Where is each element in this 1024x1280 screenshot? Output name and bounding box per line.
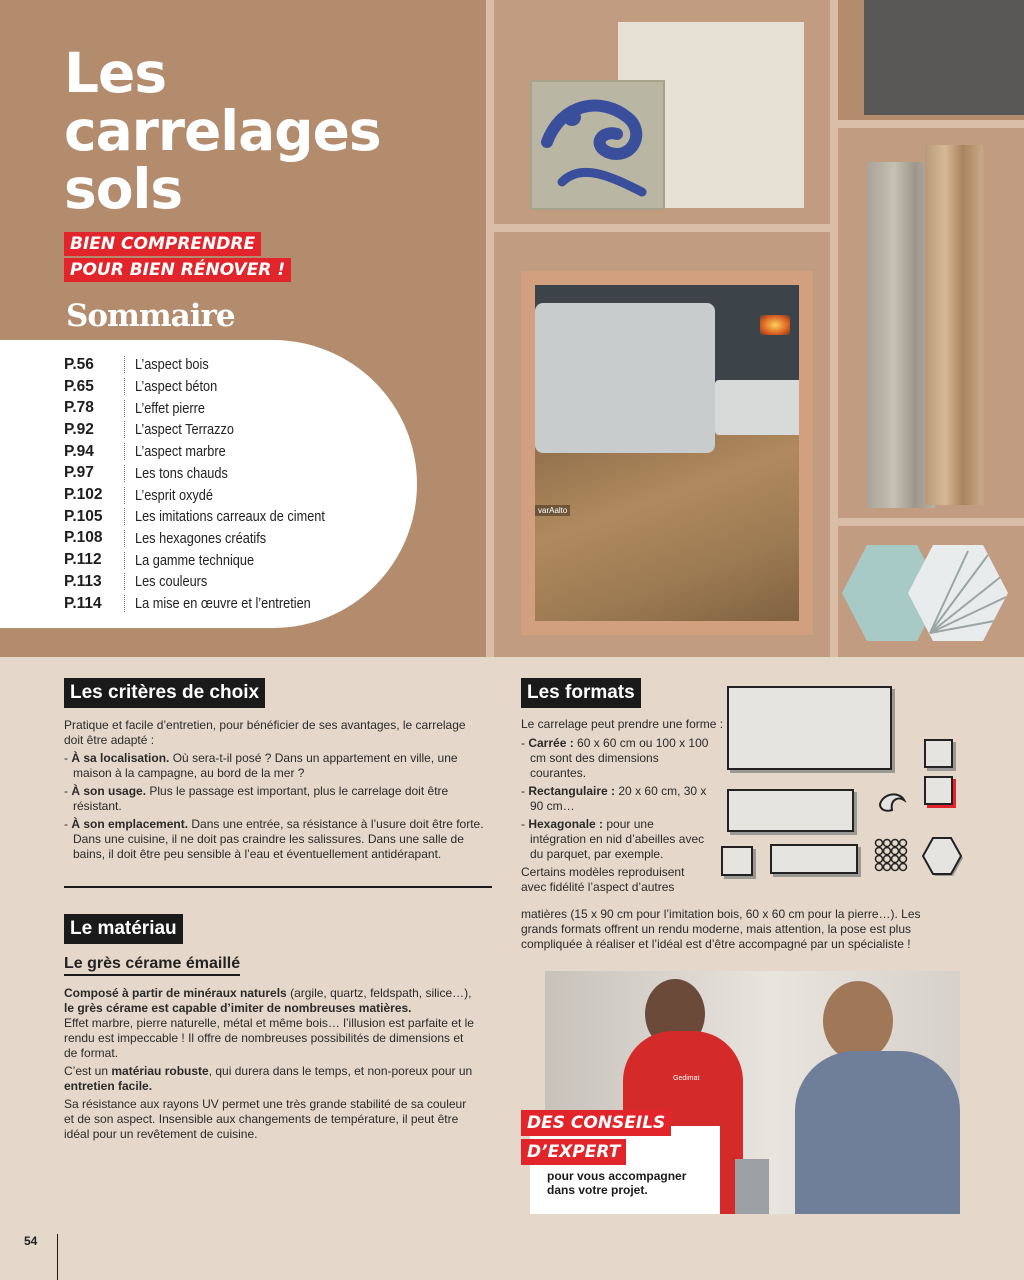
small-square-format-icon [924, 739, 953, 768]
toc-label: L’esprit oxydé [135, 486, 213, 504]
expert-tag: D’EXPERT [521, 1139, 626, 1165]
living-room-photo-frame [521, 271, 813, 635]
materiau-heading: Le matériau [64, 914, 183, 944]
criteres-item-text: Plus le passage est important, plus le carrelage doit être résistant. [73, 784, 449, 813]
toc-label: L’aspect marbre [135, 443, 226, 461]
materiau-paragraph: Sa résistance aux rayons UV permet une très grande stabilité de sa couleur et de son aspect. Insensible aux changements de température, il peut être idéal pour un revêtement de cuisine. [64, 1097, 467, 1141]
toc-entry[interactable] [64, 397, 217, 419]
toc-separator [124, 530, 125, 547]
ottoman [715, 380, 799, 435]
criteres-item-bold: À sa localisation. [71, 751, 170, 765]
toc-entry[interactable] [64, 354, 222, 376]
crescent-tile-icon [874, 790, 910, 820]
strip-format-icon [770, 844, 858, 874]
toc-separator [124, 508, 125, 525]
toc-page: P.108 [64, 529, 103, 547]
toc-label: L’aspect bois [135, 356, 209, 374]
criteres-item-text: Où sera-t-il posé ? Dans un appartement en ville, une maison à la campagne, au bord de la mer ? [73, 751, 458, 780]
toc-label: Les couleurs [135, 573, 208, 591]
toc-label: L’aspect béton [135, 378, 218, 396]
square-format-icon [721, 846, 753, 876]
materiau-paragraph [64, 1064, 474, 1094]
toc-label: La mise en œuvre et l’entretien [135, 595, 311, 613]
red-square-format-icon [924, 776, 953, 805]
rectangle-format-icon [727, 789, 854, 832]
section-divider [64, 886, 492, 888]
title-line: sols [64, 157, 183, 221]
formats-item-bold: Carrée : [528, 736, 574, 750]
formats-item-text: pour une intégration en nid d’abeilles avec du parquet, par exemple. [530, 817, 705, 861]
toc-label: La gamme technique [135, 551, 255, 569]
shirt-logo: Gedimat [673, 1075, 700, 1082]
toc-page: P.114 [64, 594, 102, 612]
title-line: Les [64, 41, 167, 105]
toc-label: Les hexagones créatifs [135, 529, 267, 547]
criteres-item: - À son emplacement. Dans une entrée, sa résistance à l’usure doit être forte. Dans une cuisine, il ne doit pas craindre les salissures. Dans une salle de bains, il doit être peu sensible à l’eau et éventuellement antidérapant. [64, 817, 484, 861]
formats-paragraph-start: Certains modèles reproduisent avec fidélité l’aspect d’autres [521, 865, 685, 894]
sofa [535, 303, 715, 453]
toc-page: P.97 [64, 464, 94, 482]
toc-entry[interactable] [64, 463, 244, 485]
mosaic-dots-icon [873, 837, 913, 877]
criteres-intro: Pratique et facile d’entretien, pour bénéficier de ses avantages, le carrelage doit être adapté : [64, 718, 466, 747]
formats-item-bold: Rectangulaire : [528, 784, 616, 798]
criteres-item: - À sa localisation. Où sera-t-il posé ? Dans un appartement en ville, une maison à la campagne, au bord de la mer ? [64, 751, 458, 780]
toc-separator [124, 400, 125, 417]
tile-sample-in-hand [735, 1159, 769, 1214]
formats-paragraph: matières (15 x 90 cm pour l’imitation bois, 60 x 60 cm pour la pierre…). Les grands formats offrent un rendu moderne, mais attention, la pose est plus compliquée à réaliser et l’idéal est d’être accompagné par un spécialiste ! [521, 907, 921, 951]
materiau-bold: matériau robuste [111, 1064, 209, 1078]
shelf-divider [838, 120, 1024, 128]
materiau-text [64, 986, 474, 1145]
toc-entry[interactable] [64, 549, 275, 571]
materiau-span: , qui durera dans le temps, et non-poreux pour un [208, 1064, 473, 1078]
toc-separator [124, 443, 125, 460]
page-number-rule [57, 1234, 58, 1280]
toc-page: P.65 [64, 377, 94, 395]
ornament-pattern-icon [532, 82, 665, 210]
shelf-divider [494, 224, 838, 232]
toc-page: P.92 [64, 420, 94, 438]
expert-subtitle: pour vous accompagner dans votre projet. [547, 1169, 687, 1197]
page-number: 54 [24, 1234, 38, 1248]
toc-page: P.105 [64, 507, 103, 525]
formats-list [521, 717, 724, 898]
toc-label: Les imitations carreaux de ciment [135, 508, 325, 526]
shelf-divider [838, 518, 1024, 526]
materiau-bold: entretien facile. [64, 1079, 153, 1093]
formats-item-bold: Hexagonale : [528, 817, 604, 831]
expert-tag: DES CONSEILS [521, 1110, 671, 1136]
materiau-subheading: Le grès cérame émaillé [64, 955, 240, 976]
toc-entry[interactable] [64, 593, 342, 615]
formats-item: - Rectangulaire : 20 x 60 cm, 30 x 90 cm… [521, 784, 707, 813]
toc-page: P.112 [64, 551, 102, 569]
natural-wood-plank-sample [925, 145, 983, 505]
criteres-heading: Les critères de choix [64, 678, 265, 708]
formats-item: - Carrée : 60 x 60 cm ou 100 x 100 cm sont des dimensions courantes. [521, 736, 709, 780]
shelf-divider [830, 0, 838, 657]
materiau-span: C’est un [64, 1064, 112, 1078]
toc-entry[interactable] [64, 484, 227, 506]
toc-separator [124, 356, 125, 373]
toc-entry[interactable] [64, 571, 220, 593]
sommaire-heading: Sommaire [66, 298, 235, 334]
formats-item: - Hexagonale : pour une intégration en nid d’abeilles avec du parquet, par exemple. [521, 817, 705, 861]
toc-separator [124, 552, 125, 569]
materiau-span: (argile, quartz, feldspath, silice…), [286, 986, 472, 1000]
formats-heading: Les formats [521, 678, 641, 708]
materiau-bold: Composé à partir de minéraux naturels [64, 986, 287, 1000]
page-title [64, 41, 381, 221]
subtitle-tag: POUR BIEN RÉNOVER ! [64, 258, 291, 282]
criteres-item: - À son usage. Plus le passage est important, plus le carrelage doit être résistant. [64, 784, 449, 813]
toc-page: P.78 [64, 399, 94, 417]
toc-entry[interactable] [64, 376, 232, 398]
living-room-photo [535, 285, 799, 621]
materiau-span: Effet marbre, pierre naturelle, métal et même bois… l’illusion est parfaite et le rendu est impeccable ! Il offre de nombreuses possibilités de dimensions et de format. [64, 1016, 474, 1060]
criteres-item-bold: À son emplacement. [71, 817, 189, 831]
table-of-contents [0, 340, 417, 628]
toc-entry[interactable] [64, 419, 251, 441]
dark-concrete-tile-sample [864, 0, 1024, 115]
subtitle-tag: BIEN COMPRENDRE [64, 232, 261, 256]
toc-page: P.102 [64, 486, 103, 504]
formats-item-text: 20 x 60 cm, 30 x 90 cm… [530, 784, 707, 813]
criteres-item-text: Dans une entrée, sa résistance à l’usure doit être forte. Dans une cuisine, il ne doit pas craindre les salissures. Dans une salle de bains, il doit être peu sensible à l’eau et éventuellement antidérapant. [73, 817, 484, 861]
large-rectangle-format-icon [727, 686, 892, 770]
toc-separator [124, 595, 125, 612]
toc-page: P.94 [64, 442, 94, 460]
toc-label: Les tons chauds [135, 464, 228, 482]
formats-intro: Le carrelage peut prendre une forme : [521, 717, 724, 731]
toc-entry[interactable] [64, 441, 242, 463]
title-line: carrelages [64, 99, 381, 163]
toc-entry[interactable] [64, 528, 289, 550]
formats-item-text: 60 x 60 cm ou 100 x 100 cm sont des dimensions courantes. [530, 736, 709, 780]
materiau-bold: le grès cérame est capable d’imiter de nombreuses matières. [64, 1001, 412, 1015]
shelf-divider [486, 0, 494, 657]
materiau-paragraph [64, 986, 474, 1061]
customer-figure [795, 1051, 960, 1214]
wood-floor [535, 425, 799, 621]
toc-separator [124, 421, 125, 438]
toc-separator [124, 487, 125, 504]
toc-label: L’effet pierre [135, 399, 205, 417]
blue-cement-tile-sample [530, 80, 665, 210]
toc-page: P.56 [64, 355, 94, 373]
toc-separator [124, 465, 125, 482]
criteres-text [64, 718, 484, 865]
toc-page: P.113 [64, 572, 102, 590]
toc-separator [124, 573, 125, 590]
toc-separator [124, 378, 125, 395]
photo-brand-label: varAalto [535, 505, 570, 516]
toc-entry[interactable] [64, 506, 358, 528]
criteres-item-bold: À son usage. [71, 784, 147, 798]
fireplace [760, 315, 790, 335]
hexagon-format-icon [919, 834, 963, 878]
toc-label: L’aspect Terrazzo [135, 421, 234, 439]
customer-head [823, 981, 893, 1061]
